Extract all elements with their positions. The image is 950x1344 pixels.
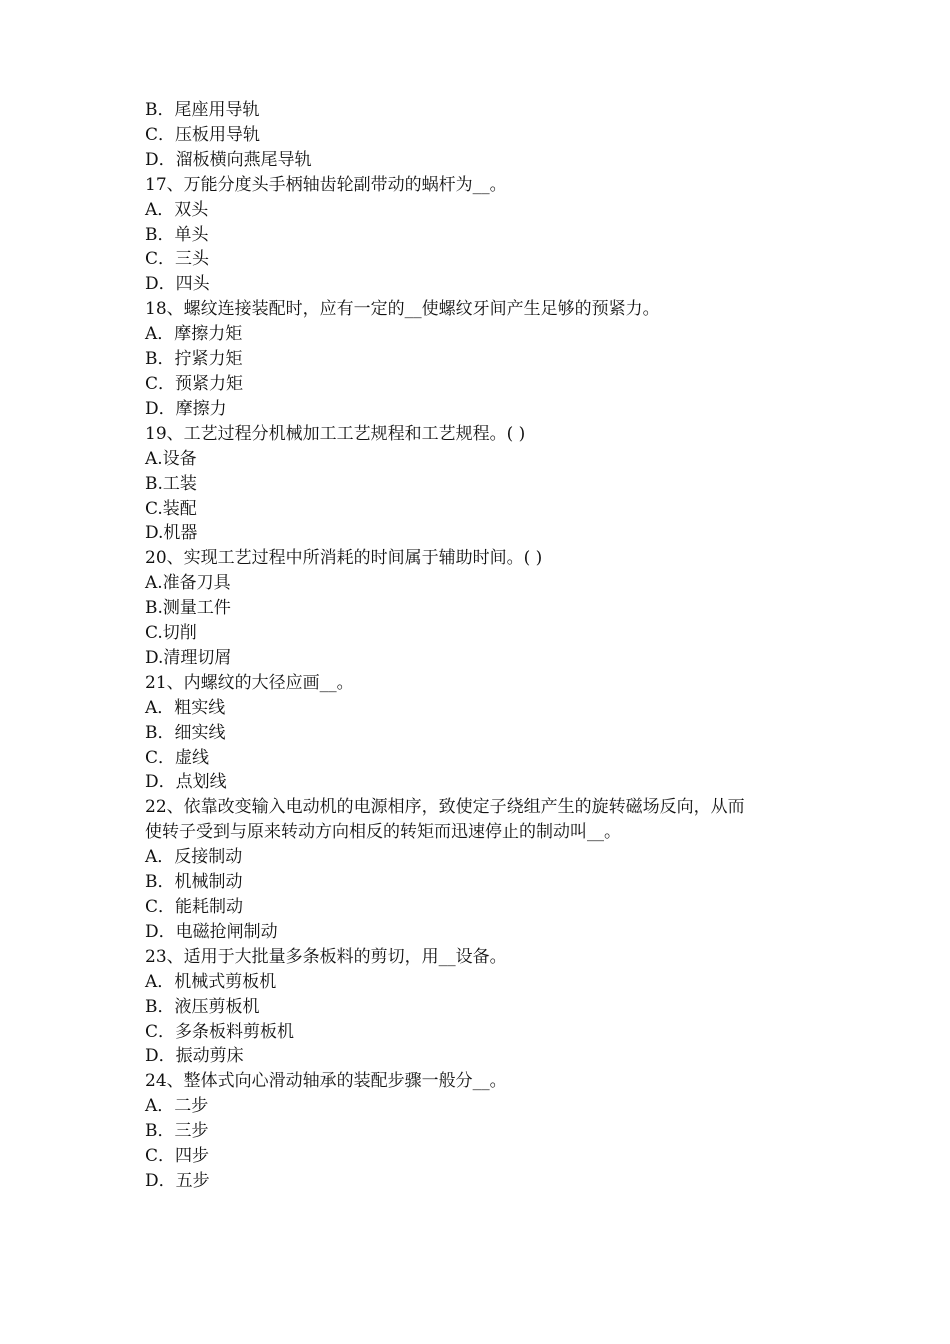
option-line: C．虚线 [145,747,210,768]
question-line: 17、万能分度头手柄轴齿轮副带动的蜗杆为__。 [145,174,507,195]
option-line: D.机器 [145,523,198,544]
question-line: 19、工艺过程分机械加工工艺规程和工艺规程。( ) [145,423,526,444]
option-line: A.设备 [145,448,197,469]
option-line: D．五步 [145,1170,210,1191]
option-line: A．双头 [145,199,209,220]
option-line: B．单头 [145,224,209,245]
option-line: C．三头 [145,249,210,270]
option-line: C．四步 [145,1146,210,1167]
option-line: A．机械式剪板机 [145,971,277,992]
option-line: A.准备刀具 [145,573,231,594]
option-line: B.测量工件 [145,598,231,619]
question-text-block [145,98,825,1194]
option-line: D．电磁抢闸制动 [145,921,278,942]
question-line: 21、内螺纹的大径应画__。 [145,672,354,693]
question-line: 22、依靠改变输入电动机的电源相序，致使定子绕组产生的旋转磁场反向，从而 [145,797,745,818]
option-line: B．细实线 [145,722,226,743]
option-line: A．粗实线 [145,697,226,718]
option-line: D．点划线 [145,772,227,793]
option-line: D．摩擦力 [145,398,227,419]
option-line: B．机械制动 [145,872,243,893]
option-line: C.切削 [145,623,197,644]
question-line: 18、螺纹连接装配时，应有一定的__使螺纹牙间产生足够的预紧力。 [145,299,660,320]
question-line: 24、整体式向心滑动轴承的装配步骤一般分__。 [145,1071,507,1092]
option-line: D.清理切屑 [145,647,232,668]
option-line: B．拧紧力矩 [145,349,243,370]
option-line: A．二步 [145,1096,209,1117]
option-line: C．压板用导轨 [145,124,261,145]
option-line: C．预紧力矩 [145,373,244,394]
question-line: 23、适用于大批量多条板料的剪切，用__设备。 [145,946,507,967]
question-line: 20、实现工艺过程中所消耗的时间属于辅助时间。( ) [145,548,543,569]
option-line: C．能耗制动 [145,897,244,917]
option-line: C．多条板料剪板机 [145,1021,295,1042]
option-line: C.装配 [145,498,197,519]
option-line: A．摩擦力矩 [145,324,243,345]
option-line: B.工装 [145,473,197,494]
option-line: B．液压剪板机 [145,996,260,1017]
option-line: A．反接制动 [145,847,243,868]
option-line: D．溜板横向燕尾导轨 [145,149,312,170]
option-line: D．四头 [145,274,210,295]
option-line: B．三步 [145,1121,209,1142]
question-line: 使转子受到与原来转动方向相反的转矩而迅速停止的制动叫__。 [145,822,621,843]
option-line: D．振动剪床 [145,1046,244,1067]
option-line: B．尾座用导轨 [145,100,260,120]
